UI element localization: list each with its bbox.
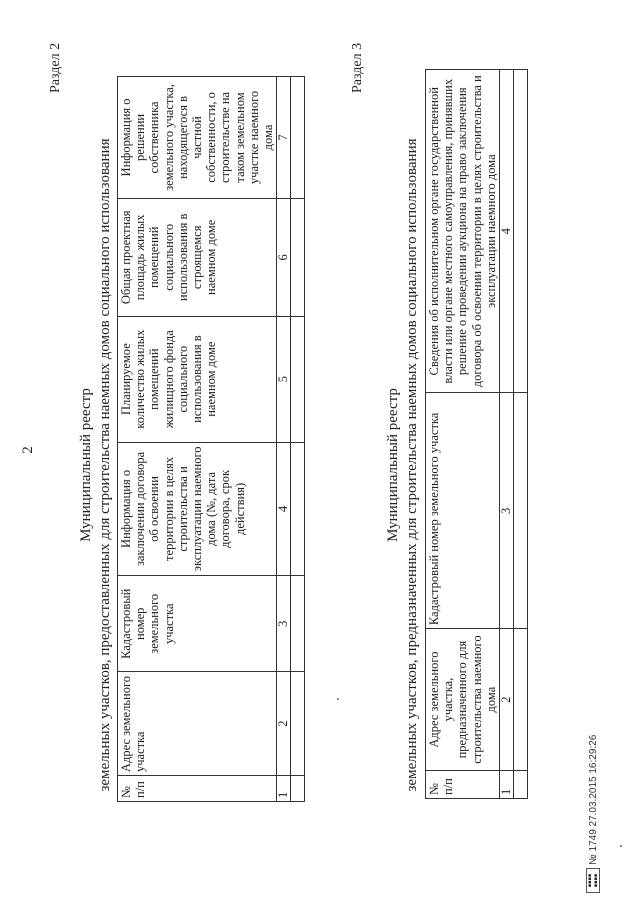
section3-table — [425, 69, 528, 799]
section2-title-line1: Муниципальный реестр — [78, 388, 94, 542]
page-number: 2 — [20, 446, 36, 454]
section2-label: Раздел 2 — [48, 42, 63, 93]
section3-title-line1: Муниципальный реестр — [385, 388, 401, 542]
section2-header-cell: № п/п — [118, 776, 277, 802]
section2-empty-row — [291, 77, 305, 802]
scan-speck — [337, 698, 339, 700]
section2-header-cell: Информация о заключении договора об освоении территории в целях строительства и эксплуатации наемного дома (№, дата договора, срок действия) — [118, 442, 277, 576]
section2-number-cell: 7 — [277, 77, 291, 199]
section2-number-row — [277, 77, 291, 802]
section3-header-cell: Адрес земельного участка, предназначенного для строительства наемного дома — [426, 629, 500, 771]
electronic-document-logo-icon: ▪▪▪▪ ▪▪▪▪ — [586, 868, 600, 893]
section3-title — [384, 125, 422, 805]
section2-title — [77, 125, 115, 805]
section2-number-cell: 3 — [277, 576, 291, 672]
section2-header-row — [118, 77, 277, 802]
section3-header-cell: Кадастровый номер земельного участка — [426, 393, 500, 629]
section3-header-cell: № п/п — [426, 771, 500, 799]
section3-title-line2: земельных участков, предназначенных для строительства наемных домов социального использования — [404, 138, 420, 792]
section3-number-cell: 3 — [500, 393, 514, 629]
section2-header-cell: Планируемое количество жилых помещений жилищного фонда социального использования в наемном доме — [118, 316, 277, 442]
section2-number-cell: 2 — [277, 672, 291, 776]
section2-header-cell: Общая проектная площадь жилых помещений социального использования в строящемся наемном доме — [118, 198, 277, 316]
section3-number-cell: 1 — [500, 771, 514, 799]
section2-header-cell: Кадастровый номер земельного участка — [118, 576, 277, 672]
section2-number-cell: 4 — [277, 442, 291, 576]
section2-header-cell: Адрес земельного участка — [118, 672, 277, 776]
scan-speck — [620, 845, 622, 847]
section3-number-cell: 2 — [500, 629, 514, 771]
section3-header-cell: Сведения об исполнительном органе государственной власти или органе местного самоуправления, принявших решение о проведении аукциона на право заключения договора об освоении территории в целях строительства и эксплуатации наемного дома — [426, 70, 500, 394]
section3-header-row — [426, 70, 500, 799]
section2-header-cell: Информация о решении собственника земельного участка, находящегося в частной собственности, о строительстве на таком земельном участке наемного дома — [118, 77, 277, 199]
section2-number-cell: 5 — [277, 316, 291, 442]
section3-number-row — [500, 70, 514, 799]
section3-number-cell: 4 — [500, 70, 514, 394]
section3-label: Раздел 3 — [350, 42, 365, 93]
section2-number-cell: 6 — [277, 198, 291, 316]
section2-number-cell: 1 — [277, 776, 291, 802]
section2-title-line2: земельных участков, предоставленных для строительства наемных домов социального использования — [97, 138, 113, 792]
section3-empty-row — [514, 70, 528, 799]
section2-table — [117, 76, 305, 802]
registration-stamp: № 1749 27.03.2015 16:29:26 — [588, 734, 599, 865]
